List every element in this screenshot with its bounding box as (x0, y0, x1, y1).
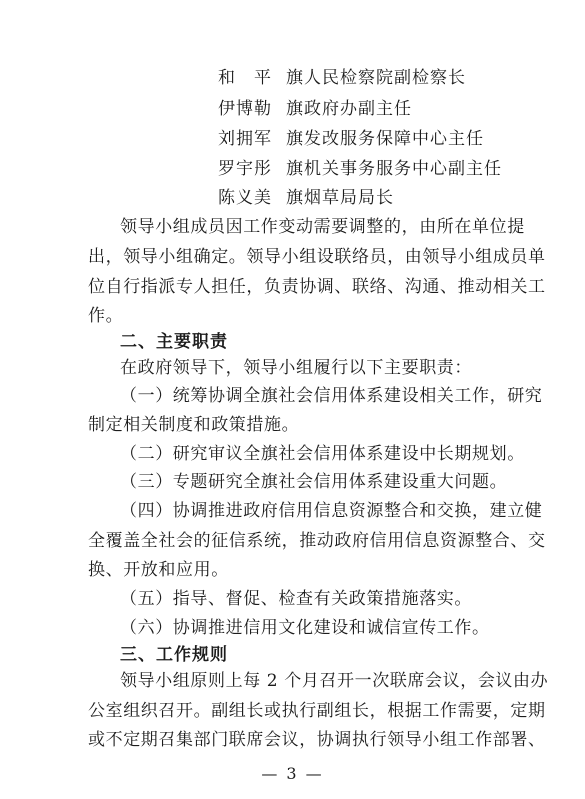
member-name: 陈义美 (218, 188, 272, 208)
member-name: 刘拥军 (218, 129, 272, 149)
paragraph-line: 在政府领导下，领导小组履行以下主要职责： (120, 358, 472, 378)
member-name: 罗宇彤 (218, 159, 272, 179)
section-heading-duties: 二、主要职责 (120, 332, 228, 352)
paragraph-line: 领导小组原则上每 2 个月召开一次联席会议，会议由办 (120, 671, 549, 691)
page-number: — 3 — (261, 764, 324, 783)
member-name: 和 平 (218, 68, 272, 88)
duty-line: （五）指导、督促、检查有关政策措施落实。 (120, 589, 472, 609)
paragraph-line: 公室组织召开。副组长或执行副组长，根据工作需要，定期 (88, 701, 546, 721)
duty-line: （四）协调推进政府信用信息资源整合和交换，建立健 (120, 501, 543, 521)
duty-line: （二）研究审议全旗社会信用体系建设中长期规划。 (120, 444, 525, 464)
member-row (218, 66, 466, 90)
paragraph-line: 位自行指派专人担任，负责协调、联络、沟通、推动相关工 (88, 277, 546, 297)
member-name: 伊博勒 (218, 99, 272, 119)
duty-line: 全覆盖全社会的征信系统，推动政府信用信息资源整合、交 (88, 531, 546, 551)
duty-line: （三）专题研究全旗社会信用体系建设重大问题。 (120, 472, 508, 492)
member-title: 旗人民检察院副检察长 (286, 68, 466, 88)
member-title: 旗发改服务保障中心主任 (286, 129, 484, 149)
paragraph-line: 领导小组成员因工作变动需要调整的，由所在单位提 (120, 217, 525, 237)
duty-line: 换、开放和应用。 (88, 560, 229, 580)
duty-line: 制定相关制度和政策措施。 (88, 415, 300, 435)
duty-line: （六）协调推进信用文化建设和诚信宣传工作。 (120, 618, 490, 638)
duty-line: （一）统筹协调全旗社会信用体系建设相关工作，研究 (120, 386, 543, 406)
section-heading-rules: 三、工作规则 (120, 645, 228, 665)
member-row (218, 186, 394, 210)
member-row (218, 157, 502, 181)
member-row (218, 97, 412, 121)
member-title: 旗机关事务服务中心副主任 (286, 159, 502, 179)
paragraph-line: 作。 (88, 306, 124, 326)
member-title: 旗烟草局局长 (286, 188, 394, 208)
paragraph-line: 或不定期召集部门联席会议，协调执行领导小组工作部署、 (88, 730, 546, 750)
member-title: 旗政府办副主任 (286, 99, 412, 119)
member-row (218, 127, 484, 151)
paragraph-line: 出，领导小组确定。领导小组设联络员，由领导小组成员单 (88, 247, 546, 267)
